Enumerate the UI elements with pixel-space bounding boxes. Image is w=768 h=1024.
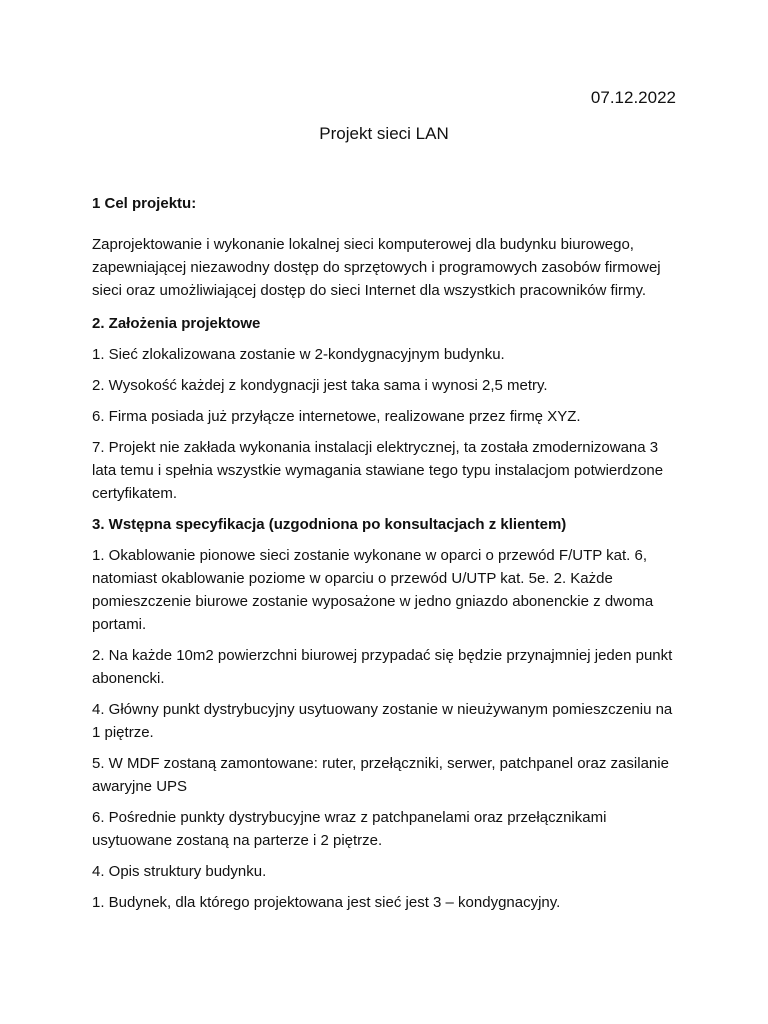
section-goal-text: Zaprojektowanie i wykonanie lokalnej sieci komputerowej dla budynku biurowego, zapewniającej niezawodny dostęp do sprzętowych i programowych zasobów firmowej sieci oraz umożliwiającej dostęp do sieci Internet dla wszystkich pracowników firmy. xyxy=(92,236,661,299)
document-body xyxy=(92,192,682,922)
specification-item: 5. W MDF zostaną zamontowane: ruter, przełączniki, serwer, patchpanel oraz zasilanie awaryjne UPS xyxy=(92,755,669,795)
specification-item: 2. Na każde 10m2 powierzchni biurowej przypadać się będzie przynajmniej jeden punkt abonencki. xyxy=(92,647,673,687)
specification-item: 4. Główny punkt dystrybucyjny usytuowany zostanie w nieużywanym pomieszczeniu na 1 piętrze. xyxy=(92,701,673,741)
section-assumptions-heading: 2. Założenia projektowe xyxy=(92,315,261,332)
building-item: 1. Budynek, dla którego projektowana jest sieć jest 3 – kondygnacyjny. xyxy=(92,894,561,911)
section-goal-heading: 1 Cel projektu: xyxy=(92,195,197,212)
assumption-item: 6. Firma posiada już przyłącze internetowe, realizowane przez firmę XYZ. xyxy=(92,408,581,425)
specification-item: 6. Pośrednie punkty dystrybucyjne wraz z patchpanelami oraz przełącznikami usytuowane zostaną na parterze i 2 piętrze. xyxy=(92,809,607,849)
document-date: 07.12.2022 xyxy=(590,88,676,107)
specification-item: 1. Okablowanie pionowe sieci zostanie wykonane w oparci o przewód F/UTP kat. 6, natomiast okablowanie poziome w oparciu o przewód U/UTP kat. 5e. 2. Każde pomieszczenie biurowe zostanie wyposażone w jedno gniazdo abonenckie z dwoma portami. xyxy=(92,547,654,633)
assumption-item: 2. Wysokość każdej z kondygnacji jest taka sama i wynosi 2,5 metry. xyxy=(92,377,548,394)
document-title: Projekt sieci LAN xyxy=(319,124,449,143)
assumption-item: 7. Projekt nie zakłada wykonania instalacji elektrycznej, ta została zmodernizowana 3 lata temu i spełnia wszystkie wymagania stawiane tego typu instalacjom potwierdzone certyfikatem. xyxy=(92,439,664,502)
section-building-heading: 4. Opis struktury budynku. xyxy=(92,863,267,880)
assumption-item: 1. Sieć zlokalizowana zostanie w 2-kondygnacyjnym budynku. xyxy=(92,346,505,363)
section-specification-heading: 3. Wstępna specyfikacja (uzgodniona po konsultacjach z klientem) xyxy=(92,516,567,533)
